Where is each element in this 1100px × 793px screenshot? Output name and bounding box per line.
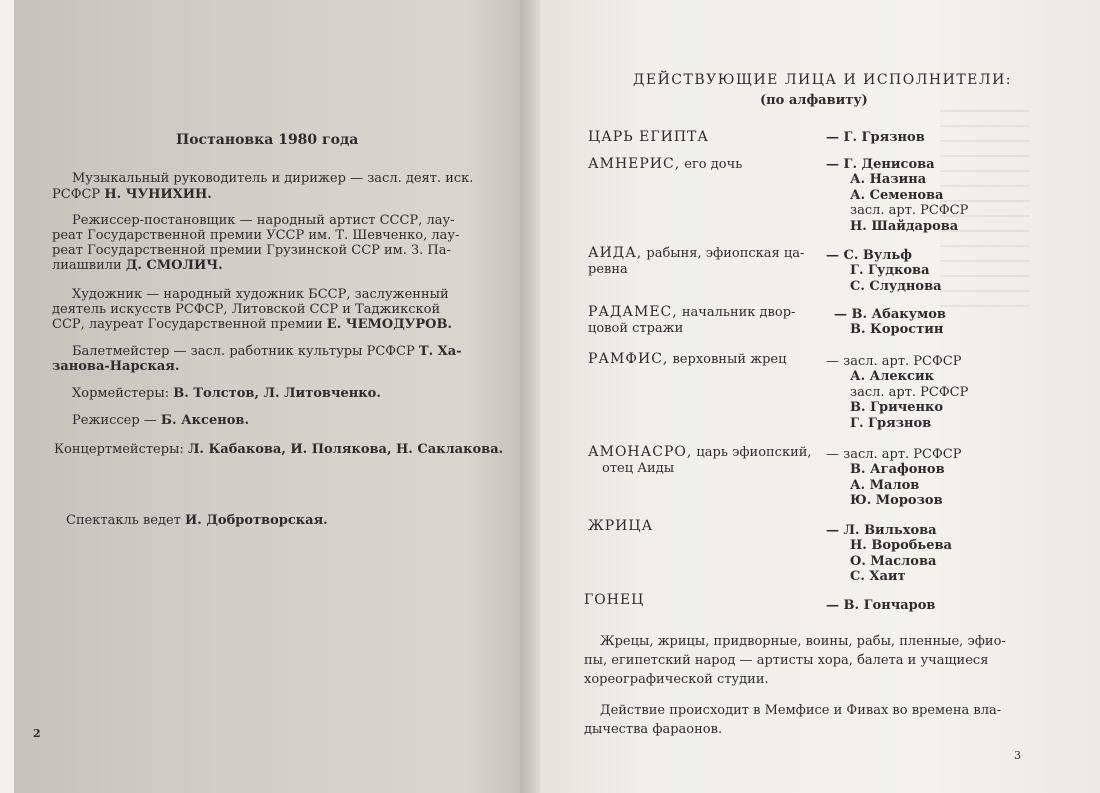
performer-title: — засл. арт. РСФСР — [826, 447, 962, 462]
performer: — В. Абакумов — [834, 307, 946, 322]
performer: В. Коростин — [850, 322, 944, 338]
performer: Ю. Морозов — [850, 493, 943, 509]
role-name: ГОНЕЦ — [584, 592, 645, 608]
left-page-number: 2 — [33, 727, 41, 740]
director-line1: Режиссер-постановщик — народный артист СССР, лау- — [72, 213, 455, 228]
bleed-through-text — [90, 62, 390, 106]
role-name: АМОНАСРО, царь эфиопский, — [588, 444, 812, 460]
role-cast — [826, 447, 961, 509]
artist-line1: Художник — народный художник БССР, заслуженный — [72, 287, 449, 302]
ballet-master-line1: Балетмейстер — засл. работник культуры РСФСР Т. Ха- — [72, 344, 462, 359]
performer: — Л. Вильхова — [826, 523, 937, 538]
production-heading: Постановка 1980 года — [176, 132, 359, 148]
performer: — Г. Грязнов — [826, 130, 925, 145]
cast-subtitle: (по алфавиту) — [760, 93, 868, 108]
role-name: ЖРИЦА — [588, 518, 654, 534]
performer: — Г. Денисова — [826, 157, 935, 172]
performer-title: засл. арт. РСФСР — [850, 203, 969, 219]
chorus-note: Жрецы, жрицы, придворные, воины, рабы, пленные, эфио- пы, египетский народ — артисты хора, балета и учащиеся хореографической студии. — [584, 634, 1006, 687]
artist-line2: деятель искусств РСФСР, Литовской ССР и Таджикской — [52, 302, 441, 317]
director-line3: реат Государственной премии Грузинской ССР им. З. Па- — [52, 243, 451, 258]
performer: А. Малов — [850, 477, 920, 493]
performer: В. Гриченко — [850, 400, 944, 416]
performer: А. Назина — [850, 172, 927, 188]
performer: Г. Грязнов — [850, 415, 932, 431]
role-cast — [826, 248, 942, 294]
stage-director-line: Режиссер — Б. Аксенов. — [72, 413, 249, 428]
role-name-line2: цовой стражи — [588, 321, 684, 336]
chorus-masters-line: Хормейстеры: В. Толстов, Л. Литовченко. — [72, 386, 381, 401]
performer: — С. Вульф — [826, 248, 912, 263]
music-director-line2: РСФСР Н. ЧУНИХИН. — [52, 187, 212, 202]
role-name: РАМФИС, верховный жрец — [588, 351, 787, 367]
music-director-line: Музыкальный руководитель и дирижер — засл. деят. иск. — [72, 171, 474, 186]
artist-line3: ССР, лауреат Государственной премии Е. ЧЕМОДУРОВ. — [52, 317, 452, 332]
ballet-master-line2: занова-Нарская. — [52, 359, 180, 374]
performer: В. Агафонов — [850, 462, 945, 478]
role-cast — [826, 598, 935, 613]
role-cast — [826, 130, 925, 145]
role-name: РАДАМЕС, начальник двор- — [588, 304, 796, 320]
role-name-line2: ревна — [588, 262, 628, 277]
performer-title: — засл. арт. РСФСР — [826, 354, 962, 369]
role-name: АИДА, рабыня, эфиопская ца- — [588, 245, 805, 261]
right-page-number: 3 — [1014, 749, 1021, 762]
role-cast — [826, 307, 946, 338]
role-name: ЦАРЬ ЕГИПТА — [588, 129, 709, 145]
role-cast — [826, 523, 952, 585]
performer: О. Маслова — [850, 553, 937, 569]
performer: — В. Гончаров — [826, 598, 936, 613]
performer: А. Алексик — [850, 369, 934, 385]
performer: Г. Гудкова — [850, 263, 930, 279]
performer-title: засл. арт. РСФСР — [850, 384, 969, 400]
setting-note: Действие происходит в Мемфисе и Фивах во времена вла- дычества фараонов. — [584, 703, 1002, 737]
performer: Н. Воробьева — [850, 538, 952, 554]
performer: С. Слуднова — [850, 278, 942, 294]
role-cast — [826, 354, 968, 431]
director-line2: реат Государственной премии УССР им. Т. Шевченко, лау- — [52, 228, 460, 243]
role-name-line2: отец Аиды — [602, 461, 675, 476]
director-line4: лиашвили Д. СМОЛИЧ. — [52, 258, 223, 273]
performer: Н. Шайдарова — [850, 218, 959, 234]
accompanists-line: Концертмейстеры: Л. Кабакова, И. Полякова, Н. Саклакова. — [54, 442, 504, 457]
role-name: АМНЕРИС, его дочь — [588, 156, 743, 172]
cast-title: ДЕЙСТВУЮЩИЕ ЛИЦА И ИСПОЛНИТЕЛИ: — [633, 72, 1013, 88]
performer: С. Хаит — [850, 569, 906, 585]
role-cast — [826, 157, 968, 234]
stage-manager-line: Спектакль ведет И. Добротворская. — [66, 513, 328, 528]
performer: А. Семенова — [850, 187, 944, 203]
